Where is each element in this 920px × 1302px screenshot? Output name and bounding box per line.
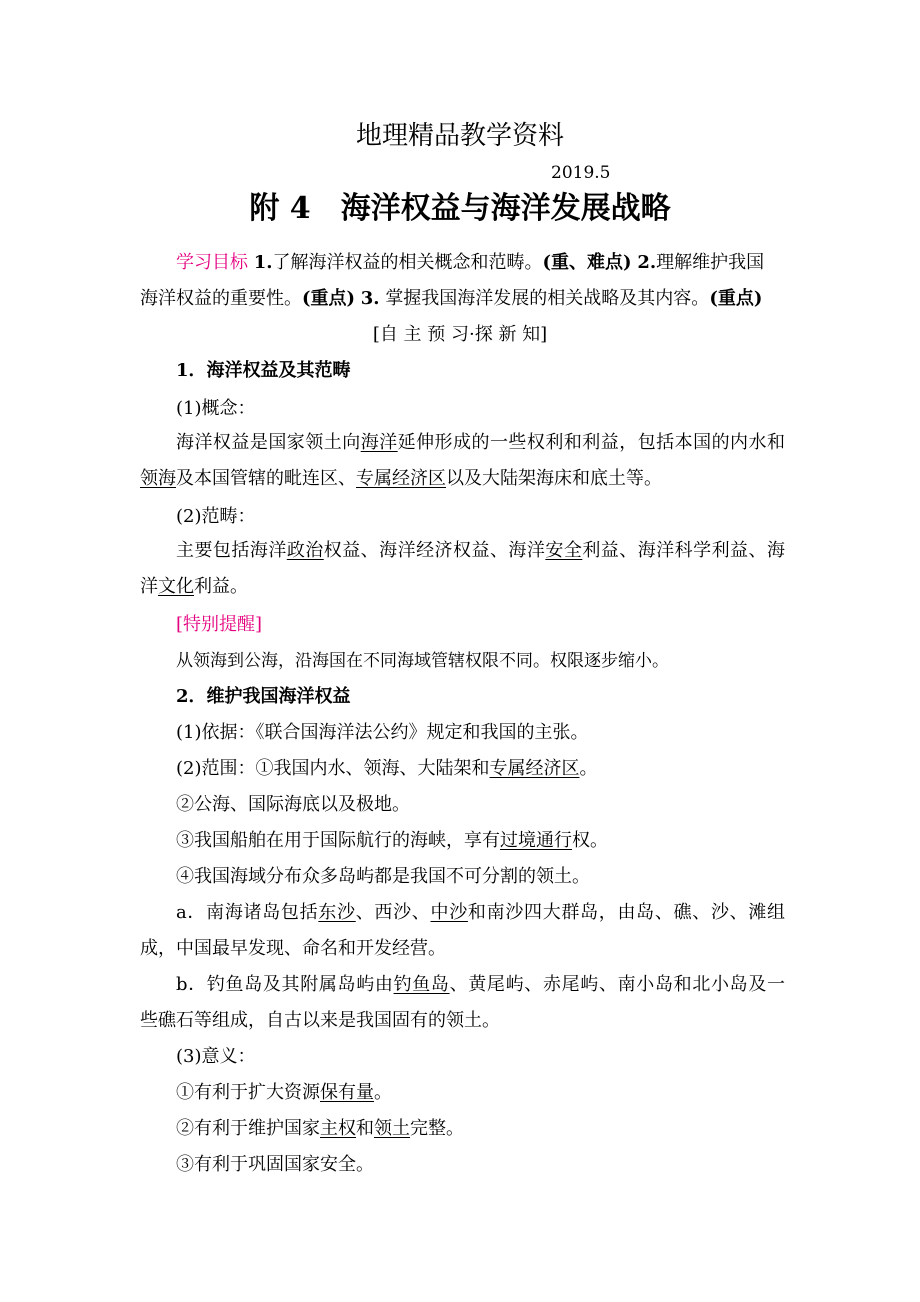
objective-difficulty-2: (重点) [302,288,356,309]
scope-line-2 [140,574,785,600]
scope-label: (2)范畴： [176,506,256,527]
special-tip-text: 从领海到公海，沿海国在不同海域管辖权限不同。权限逐步缩小。 [176,651,669,671]
blank-answer: 东沙 [318,902,356,923]
range-line-3 [176,828,821,854]
concept-line-2 [140,466,785,492]
concept-line-1 [176,430,785,456]
blank-answer: 专属经济区 [489,758,580,779]
text-span: 和 [356,1118,374,1139]
text-span: 洋 [140,576,158,597]
objective-number-1: 1. [253,252,273,273]
blank-answer: 过境通行 [500,830,572,851]
text-span: 完整。 [410,1118,464,1139]
text-span: 延伸形成的一些权利和利益，包括本国的内水和 [397,432,785,453]
text-span: b．钓鱼岛及其附属岛屿由 [176,974,394,995]
blank-answer: 领海 [140,468,176,489]
date-stamp: 2019.5 [551,163,611,183]
meaning-label: (3)意义： [176,1046,256,1067]
text-span: (2)范围：①我国内水、领海、大陆架和 [176,758,490,779]
chapter-title: 附 4 海洋权益与海洋发展战略 [249,191,671,226]
text-span: 、西沙、 [355,902,431,923]
text-span: 和南沙四大群岛，由岛、礁、沙、滩组 [467,902,786,923]
range-line-1 [176,756,821,782]
meaning-line-3: ③有利于巩固国家安全。 [176,1154,374,1175]
blank-answer: 领土 [374,1118,410,1139]
objective-difficulty-1: (重、难点) [542,252,632,273]
text-span: 及本国管辖的毗连区、 [176,468,356,489]
text-span: a．南海诸岛包括 [176,902,319,923]
islands-a-line-2: 成，中国最早发现、命名和开发经营。 [140,938,446,959]
text-span: 。 [579,758,598,779]
range-line-2: ②公海、国际海底以及极地。 [176,794,410,815]
blank-answer: 主权 [320,1118,356,1139]
objective-text-1: 了解海洋权益的相关概念和范畴。 [272,252,543,273]
objective-difficulty-3: (重点) [709,288,763,309]
text-span: 利益。 [194,576,248,597]
text-span: ②有利于维护国家 [176,1118,320,1139]
objective-text-3: 掌握我国海洋发展的相关战略及其内容。 [385,288,710,309]
objective-number-3: 3. [360,288,380,309]
text-span: 主要包括海洋 [176,540,287,561]
text-span: 以及大陆架海床和底土等。 [446,468,662,489]
blank-answer: 文化 [158,576,194,597]
blank-answer: 中沙 [430,902,468,923]
islands-b-line-2: 些礁石等组成，自古以来是我国固有的领土。 [140,1010,500,1031]
text-span: 。 [374,1082,392,1103]
islands-b-line-1 [176,972,785,998]
blank-answer: 保有量 [320,1082,374,1103]
special-tip-label: [特别提醒] [176,614,263,635]
concept-label: (1)概念： [176,398,256,419]
basis-line: (1)依据：《联合国海洋法公约》规定和我国的主张。 [176,722,589,743]
text-span: 权。 [572,830,608,851]
section-1-heading: 1．海洋权益及其范畴 [176,360,351,381]
objective-text-2a: 理解维护我国 [656,252,765,273]
objective-number-2: 2. [637,252,657,273]
meaning-line-2 [176,1116,821,1142]
blank-answer: 安全 [545,540,583,561]
objective-text-2b: 海洋权益的重要性。 [140,288,302,309]
text-span: ③我国船舶在用于国际航行的海峡，享有 [176,830,500,851]
text-span: 利益、海洋科学利益、海 [582,540,785,561]
scope-line-1 [176,538,785,564]
section-banner: [自 主 预 习·探 新 知] [372,324,548,345]
series-title: 地理精品教学资料 [355,121,564,151]
objectives-line-2 [140,286,785,312]
text-span: 海洋权益是国家领土向 [176,432,361,453]
islands-a-line-1 [176,900,785,926]
meaning-line-1 [176,1080,821,1106]
section-2-heading: 2．维护我国海洋权益 [176,686,351,707]
blank-answer: 钓鱼岛 [393,974,450,995]
objectives-label: 学习目标 [176,252,248,273]
text-span: 、黄尾屿、赤尾屿、南小岛和北小岛及一 [449,974,785,995]
range-line-4: ④我国海域分布众多岛屿都是我国不可分割的领土。 [176,866,590,887]
text-span: 权益、海洋经济权益、海洋 [323,540,546,561]
objectives-line-1 [176,250,785,276]
blank-answer: 专属经济区 [356,468,446,489]
blank-answer: 政治 [286,540,324,561]
text-span: ①有利于扩大资源 [176,1082,320,1103]
blank-answer: 海洋 [360,432,398,453]
